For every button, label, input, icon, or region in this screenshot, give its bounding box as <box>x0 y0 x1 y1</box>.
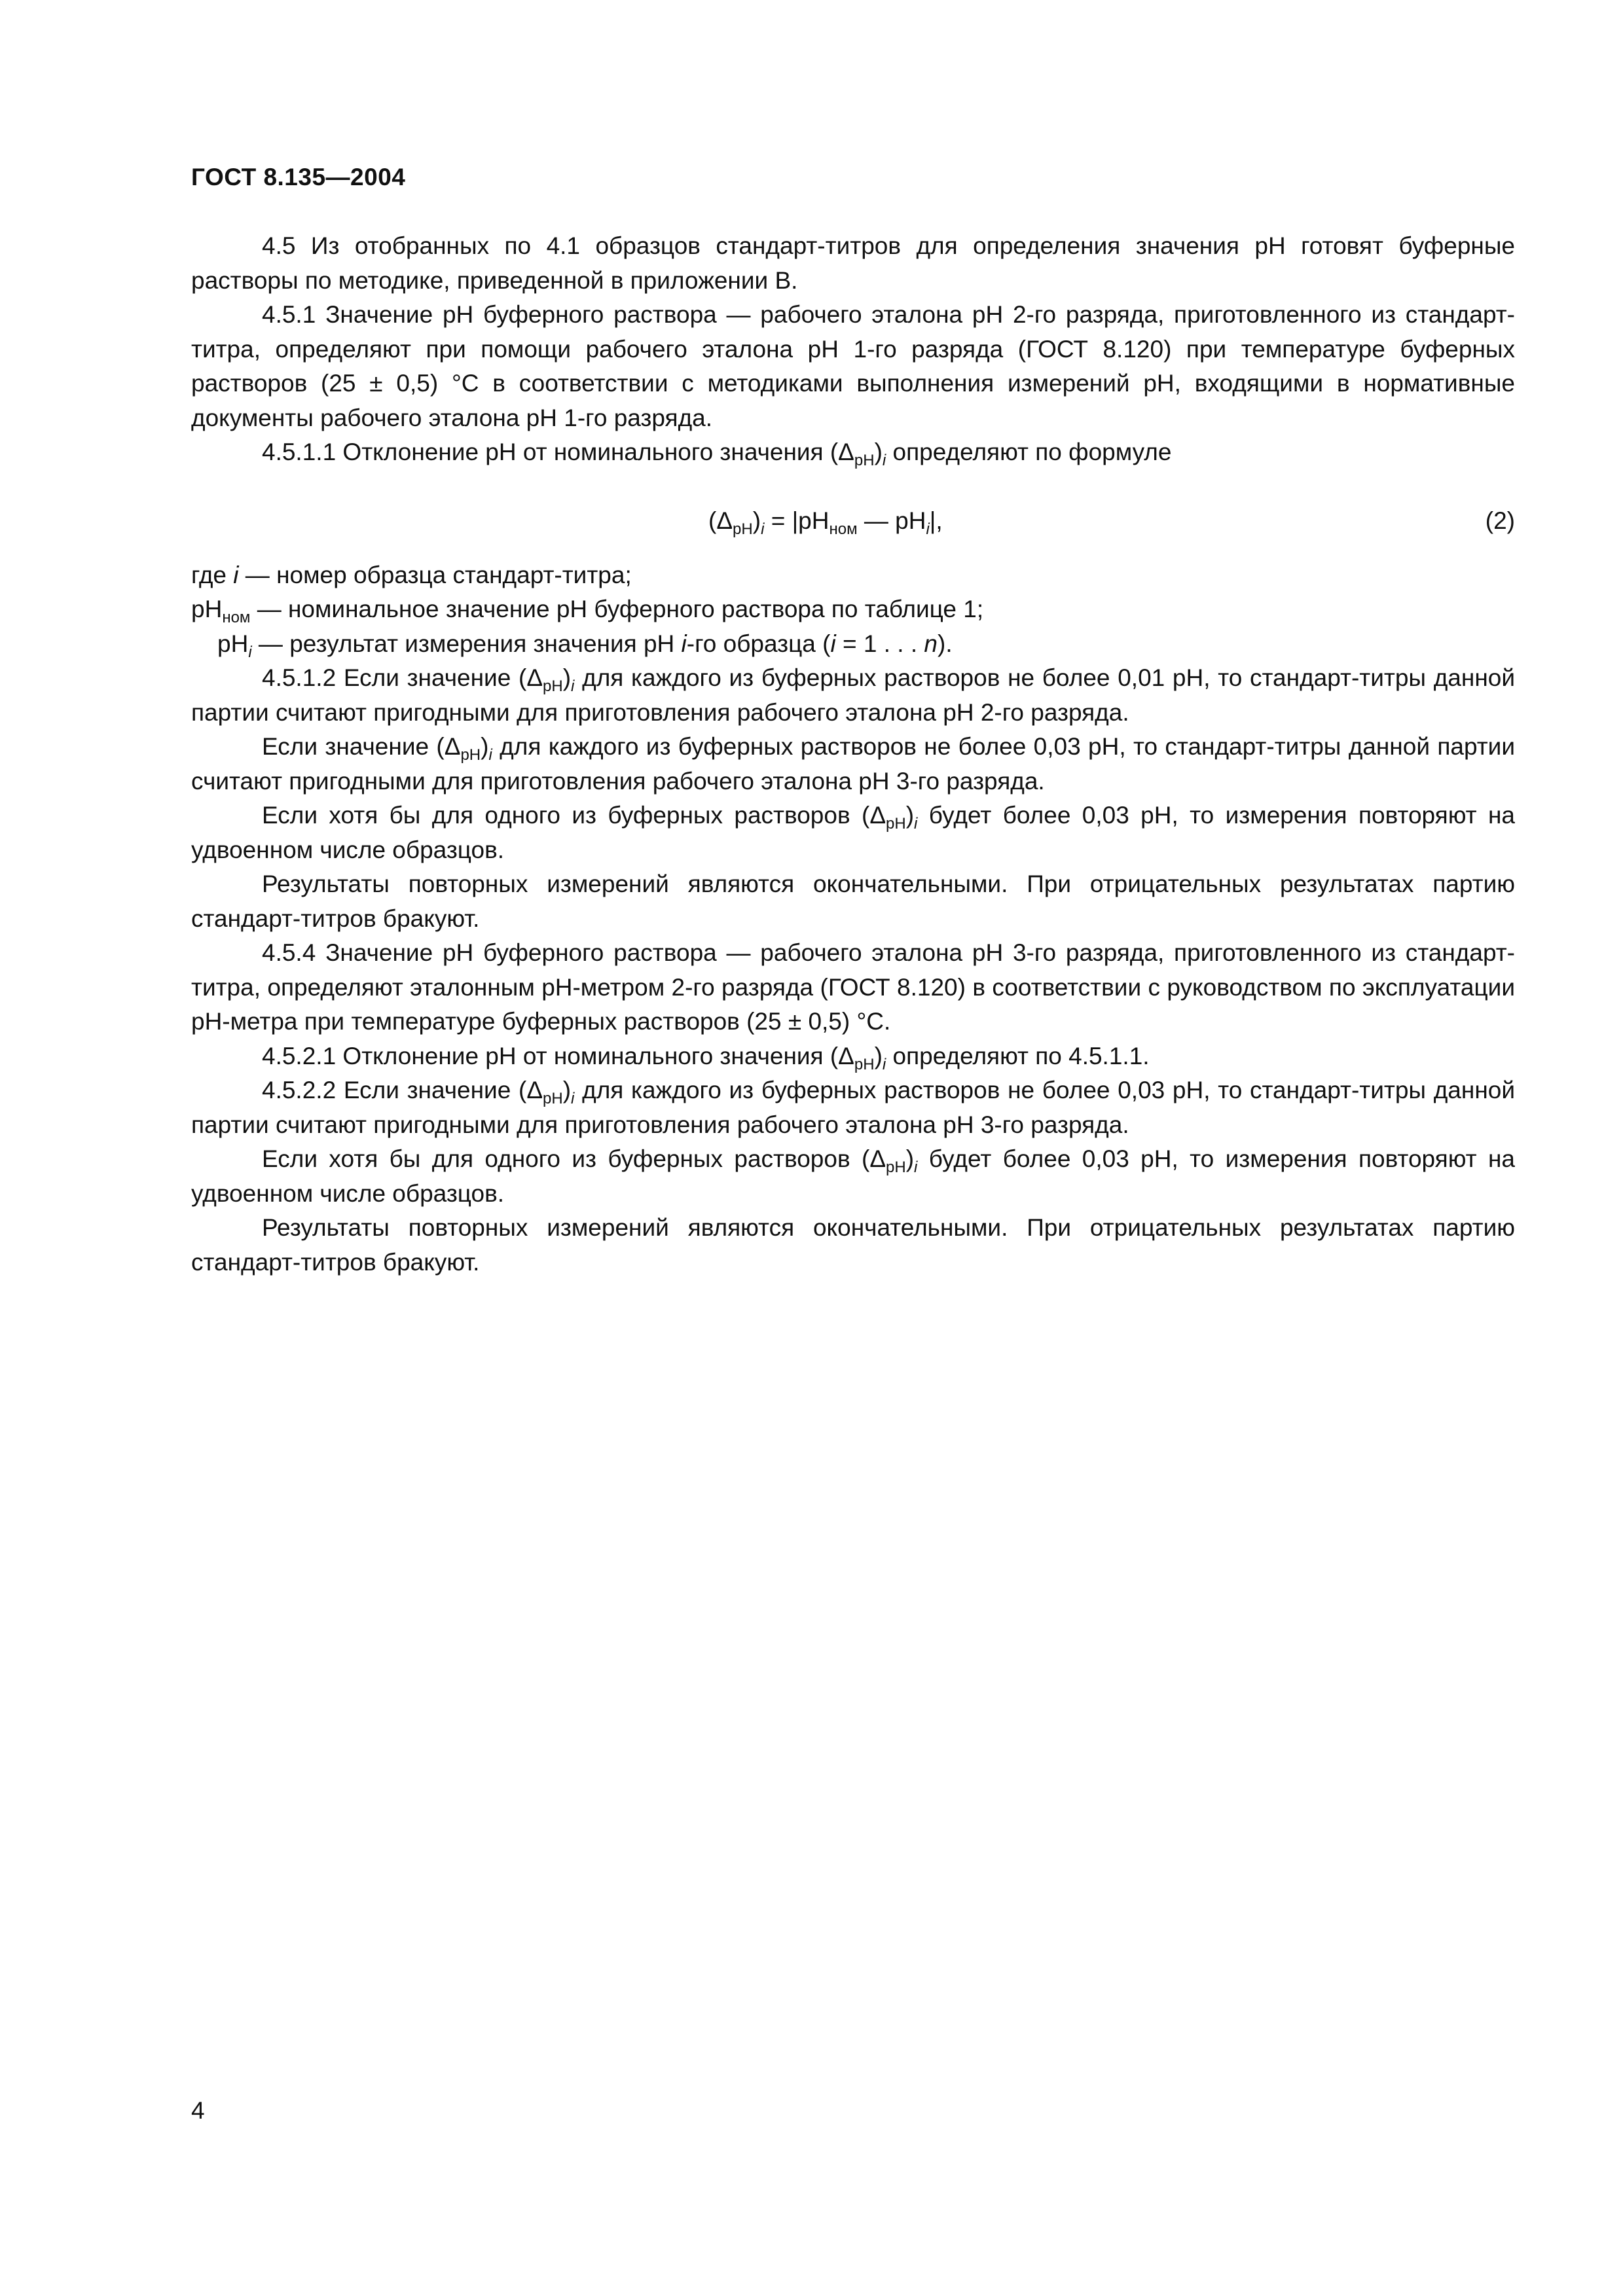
paragraph-4-5-1: 4.5.1 Значение рН буферного раствора — рабочего эталона рН 2-го разряда, приготовленного из стандарт-титра, определяют при помощи рабочего эталона рН 1-го разряда (ГОСТ 8.120) при температуре буферных растворов (25 ± 0,5) °С в соответствии с методиками выполнения измерений рН, входящими в нормативные документы рабочего эталона рН 1-го разряда. <box>191 301 1515 431</box>
formula-number: (2) <box>1485 507 1515 534</box>
paragraph-results-final-2: Результаты повторных измерений являются окончательными. При отрицательных результатах партию стандарт-титров бракуют. <box>191 1214 1515 1276</box>
definition-ph-nom: $рН_{ном}$ — номинальное значение рН буферного раствора по таблице 1; <box>191 596 984 626</box>
paragraph-3rd-grade: Если значение $(\Delta_{рН})_i$ для каждого из буферных растворов не более 0,03 рН, то стандарт-титры данной партии считают пригодными для приготовления рабочего эталона рН 3-го разряда. <box>191 733 1515 795</box>
document-body <box>191 229 1515 1280</box>
page-number: 4 <box>191 2097 205 2124</box>
paragraph-repeat-measurements-2: Если хотя бы для одного из буферных растворов $(\Delta_{рН})_i$ будет более 0,03 рН, то измерения повторяют на удвоенном числе образцов. <box>191 1145 1515 1207</box>
formula-expression: $(\Delta_{рН})_i = |рН_{ном}$ — $рН_i|$, <box>708 507 943 538</box>
paragraph-results-final: Результаты повторных измерений являются окончательными. При отрицательных результатах партию стандарт-титров бракуют. <box>191 870 1515 932</box>
paragraph-4-5-2-1: 4.5.2.1 Отклонение рН от номинального значения $(\Delta_{рН})_i$ определяют по 4.5.1.1. <box>262 1042 1150 1073</box>
formula-2 <box>191 490 1515 552</box>
document-header: ГОСТ 8.135—2004 <box>191 164 406 190</box>
formula-definitions <box>191 558 1515 662</box>
paragraph-4-5-2-2: 4.5.2.2 Если значение $(\Delta_{рН})_i$ для каждого из буферных растворов не более 0,03 рН, то стандарт-титры данной партии считают пригодными для приготовления рабочего эталона рН 3-го разряда. <box>191 1077 1515 1138</box>
paragraph-4-5-1-2: 4.5.1.2 Если значение $(\Delta_{рН})_i$ для каждого из буферных растворов не более 0,01 рН, то стандарт-титры данной партии считают пригодными для приготовления рабочего эталона рН 2-го разряда. <box>191 664 1515 726</box>
paragraph-repeat-measurements: Если хотя бы для одного из буферных растворов $(\Delta_{рН})_i$ будет более 0,03 рН, то измерения повторяют на удвоенном числе образцов. <box>191 802 1515 863</box>
paragraph-4-5-4: 4.5.4 Значение рН буферного раствора — рабочего эталона рН 3-го разряда, приготовленного из стандарт-титра, определяют эталонным рН-метром 2-го разряда (ГОСТ 8.120) в соответствии с руководством по эксплуатации рН-метра при температуре буферных растворов (25 ± 0,5) °С. <box>191 939 1515 1035</box>
paragraph-4-5: 4.5 Из отобранных по 4.1 образцов стандарт-титров для определения значения рН готовят буферные растворы по методике, приведенной в приложении В. <box>191 232 1515 294</box>
definition-i: где i — номер образца стандарт-титра; <box>191 561 632 588</box>
definition-ph-i: $рН_i$ — результат измерения значения рН i-го образца (i = 1 . . . n). <box>217 630 953 661</box>
paragraph-4-5-1-1: 4.5.1.1 Отклонение рН от номинального значения $(\Delta_{рН})_i$ определяют по формуле <box>262 439 1172 469</box>
